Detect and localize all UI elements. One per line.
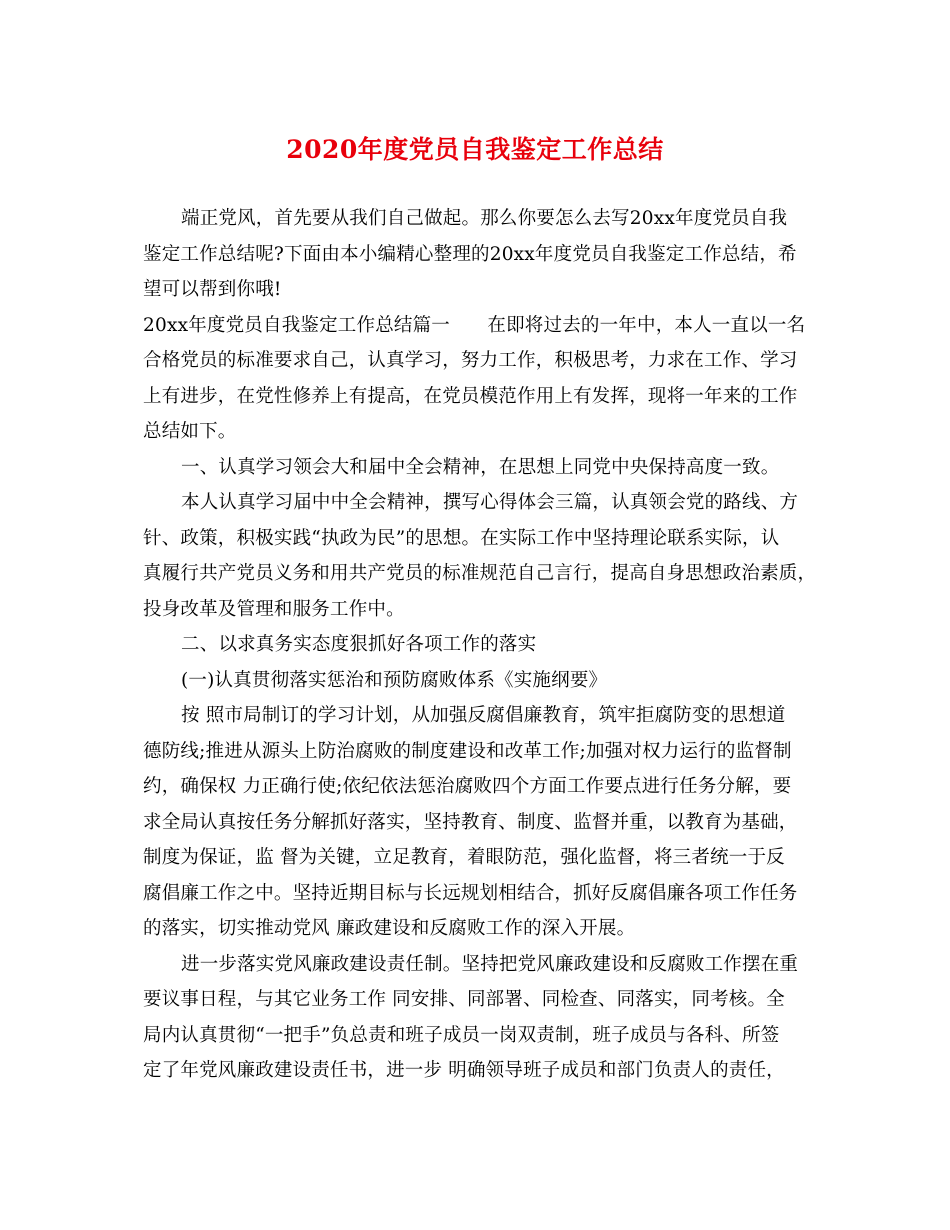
paragraph-line: 按 照市局制订的学习计划，从加强反腐倡廉教育，筑牢拒腐防变的思想道 <box>181 705 786 726</box>
section-heading: 一、认真学习领会大和届中全会精神，在思想上同党中央保持高度一致。 <box>181 456 780 478</box>
paragraph-line: 针、政策，积极实践“执政为民”的思想。在实际工作中坚持理论联系实际，认 <box>143 527 780 549</box>
paragraph-line: 的落实，切实推动党风 廉政建设和反腐败工作的深入开展。 <box>143 918 636 939</box>
section-heading: 二、以求真务实态度狠抓好各项工作的落实 <box>181 634 537 655</box>
paragraph-line: 投身改革及管理和服务工作中。 <box>143 598 405 620</box>
subsection-heading: (一)认真贯彻落实惩治和预防腐败体系《实施纲要》 <box>181 669 608 691</box>
paragraph-line: 总结如下。 <box>143 421 237 442</box>
paragraph-line: 约，确保权 力正确行使;依纪依法惩治腐败四个方面工作要点进行任务分解，要 <box>143 776 792 797</box>
paragraph-line: 鉴定工作总结呢?下面由本小编精心整理的20xx年度党员自我鉴定工作总结，希 <box>143 243 797 265</box>
paragraph-line: 进一步落实党风廉政建设责任制。坚持把党风廉政建设和反腐败工作摆在重 <box>181 953 799 975</box>
paragraph-line: 上有进步，在党性修养上有提高，在党员模范作用上有发挥，现将一年来的工作 <box>143 385 798 407</box>
paragraph-line: 局内认真贯彻“一把手”负总责和班子成员一岗双责制，班子成员与各科、所签 <box>143 1024 780 1046</box>
paragraph-line: 德防线;推进从源头上防治腐败的制度建设和改革工作;加强对权力运行的监督制 <box>143 740 792 762</box>
paragraph-line: 望可以帮到你哦! <box>143 279 282 300</box>
paragraph-line: 定了年党风廉政建设责任书，进一步 明确领导班子成员和部门负责人的责任， <box>143 1060 785 1081</box>
paragraph-line: 合格党员的标准要求自己，认真学习，努力工作，积极思考，力求在工作、学习 <box>143 350 798 371</box>
paragraph-line: 真履行共产党员义务和用共产党员的标准规范自己言行，提高自身思想政治素质， <box>143 563 817 584</box>
paragraph-line: 腐倡廉工作之中。坚持近期目标与长远规划相结合，抓好反腐倡廉各项工作任务 <box>143 882 798 904</box>
paragraph-line: 20xx年度党员自我鉴定工作总结篇一 在即将过去的一年中，本人一直以一名 <box>143 314 806 336</box>
document-body <box>143 201 817 1089</box>
paragraph-line: 本人认真学习届中中全会精神，撰写心得体会三篇，认真领会党的路线、方 <box>181 492 799 513</box>
paragraph-line: 制度为保证，监 督为关键，立足教育，着眼防范，强化监督，将三者统一于反 <box>143 847 785 868</box>
paragraph-line: 求全局认真按任务分解抓好落实，坚持教育、制度、监督并重，以教育为基础， <box>143 811 798 833</box>
page-title: 2020年度党员自我鉴定工作总结 <box>286 135 664 164</box>
paragraph-line: 端正党风，首先要从我们自己做起。那么你要怎么去写20xx年度党员自我 <box>181 208 788 229</box>
paragraph-line: 要议事日程，与其它业务工作 同安排、同部署、同检查、同落实，同考核。全 <box>143 989 785 1010</box>
